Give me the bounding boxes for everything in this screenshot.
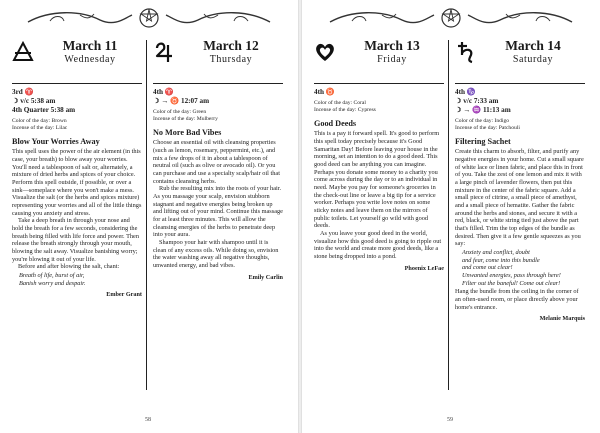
chant-line: and come out clear! [462, 264, 513, 272]
entry-header [455, 38, 585, 82]
column-divider [146, 40, 147, 390]
entry-march-12 [153, 38, 283, 281]
spell-body [314, 130, 444, 260]
chant-line: Unwanted energies, pass through here! [462, 271, 561, 279]
chant [455, 249, 585, 287]
chant-line: and fear, come into this bundle [462, 256, 540, 264]
moon-sign: 4th ♑ [455, 88, 476, 96]
jupiter-symbol-icon [153, 40, 175, 64]
entry-header [153, 38, 283, 82]
moon-sign-change: ☽ → ♉ 12:07 am [153, 97, 210, 105]
author: Phoenix LeFae [404, 264, 444, 272]
incense-of-day: Incense of the day: Mulberry [153, 116, 218, 123]
paragraph: Shampoo your hair with shampoo until it is clean of any excess oils. While doing so, envision the water washing away all negative thoughts, unwanted energy, and bad vibes. [153, 238, 279, 269]
entry-day: Saturday [512, 54, 554, 65]
moon-void-of-course: ☽ v/c 7:33 am [455, 97, 499, 105]
paragraph: Hang the bundle from the ceiling in the corner of an often-used room, or place directly above your home's entrance. [455, 288, 579, 311]
paragraph: As you leave your good deed in the world, visualize how this good deed is going to ripple out into the world and create more good deeds, like a stone being dropped into a pond. [314, 229, 442, 260]
moon-quarter: 4th Quarter 5:38 am [12, 106, 76, 114]
entry-date: March 13 [364, 38, 420, 53]
page-number: 59 [447, 417, 453, 423]
spell-body [455, 148, 585, 248]
entry-day: Friday [377, 54, 407, 65]
spell-title: No More Bad Vibes [153, 128, 222, 138]
moon-sign-change: ☽ → ♒ 11:13 am [455, 106, 511, 114]
paragraph: Choose an essential oil with cleansing properties (such as lemon, rosemary, peppermint, etc.), and mix a few drops of it in about a tablespoon of neutral oil (such as olive or avocado oil). Or you can purchase and use a specialty scalp/hair oil that contains cleansing herbs. [153, 139, 280, 185]
spell-title: Filtering Sachet [455, 137, 511, 147]
divider [12, 83, 142, 84]
incense-of-day: Incense of the day: Cypress [314, 107, 376, 114]
author: Melanie Marquis [539, 315, 585, 323]
spell-title: Blow Your Worries Away [12, 137, 100, 147]
air-triangle-icon [12, 40, 34, 64]
entry-date: March 14 [505, 38, 561, 53]
spell-closing [455, 288, 585, 311]
right-page [302, 0, 600, 433]
entry-date: March 12 [203, 38, 259, 53]
moon-void-of-course: ☽ v/c 5:38 am [12, 97, 56, 105]
incense-of-day: Incense of the day: Lilac [12, 125, 68, 132]
entry-march-14 [455, 38, 585, 322]
color-of-day: Color of the day: Coral [314, 100, 366, 106]
paragraph: This is a pay it forward spell. It's good to perform this spell today precisely because it's Good Samaritan Day! Before leaving your house in the morning, set an intention to do a good deed. This good deed can be anything you can imagine. Perhaps you donate some money to a charity you come across during the day or to an individual in need. Maybe you pay for someone's groceries in the check-out line or leave a big tip for a service worker. Perhaps you write love notes on some sticky notes and leave them on the mirrors of public toilets. Let yourself go wild with good deeds. [314, 130, 440, 230]
entry-march-11 [12, 38, 142, 298]
left-page [0, 0, 298, 433]
entry-day: Wednesday [64, 54, 116, 65]
paragraph: Before and after blowing the salt, chant: [18, 263, 120, 271]
moon-sign: 3rd ♈ [12, 88, 34, 96]
chant [12, 272, 142, 287]
page-number: 58 [145, 417, 151, 423]
chant-line: Banish worry and despair. [19, 279, 86, 287]
column-divider [448, 40, 449, 390]
color-of-day: Color of the day: Green [153, 109, 207, 115]
author: Emily Carlin [248, 273, 283, 281]
ornament-header [322, 6, 580, 32]
spell-title: Good Deeds [314, 119, 357, 129]
chant-line: Breath of life, burst of air, [19, 271, 85, 279]
color-of-day: Color of the day: Indigo [455, 118, 510, 124]
entry-header [314, 38, 444, 82]
paragraph: Rub the resulting mix into the roots of your hair. As you massage your scalp, envision stubborn stagnant and negative energies being broken up and lifting out of your mind. Continue this massage for at least three minutes. This will allow the cleansing energies of the herbs to penetrate deep into your aura. [153, 185, 283, 239]
spell-body [12, 148, 142, 271]
entry-header [12, 38, 142, 82]
divider [455, 83, 585, 84]
heart-icon [314, 40, 336, 64]
moon-sign: 4th ♈ [153, 88, 174, 96]
paragraph: Take a deep breath in through your nose and hold the breath for a few seconds, considering the breath being filled with life force and power. Then release the breath strongly through your mouth, blowing the salt away. Visualize banishing worry; you're blowing it out of your life. [12, 217, 140, 263]
chant-line: Filter out the baneful! Come out clear! [462, 279, 561, 287]
author: Ember Grant [106, 291, 142, 299]
divider [314, 83, 444, 84]
spell-body [153, 139, 283, 269]
chant-line: Anxiety and conflict, doubt [462, 248, 530, 256]
divider [153, 83, 283, 84]
paragraph: This spell uses the power of the air element (in this case, your breath) to blow away your worries. You'll need a tablespoon of salt or, alternately, a mixture of dried herbs and spices of your choice. Perform this spell outside, if possible, or over a sink—someplace where you won't make a mess. Visualize the salt (or the herbs and spices mixture) representing your worries and all of the little things causing you anxiety and stress. [12, 148, 142, 217]
incense-of-day: Incense of the day: Patchouli [455, 125, 520, 132]
ornament-header [20, 6, 278, 32]
moon-sign: 4th ♉ [314, 88, 335, 96]
color-of-day: Color of the day: Brown [12, 118, 67, 124]
saturn-symbol-icon [455, 40, 477, 64]
entry-date: March 11 [62, 38, 118, 53]
entry-march-13 [314, 38, 444, 272]
entry-day: Thursday [209, 54, 253, 65]
paragraph: Create this charm to absorb, filter, and purify any negative energies in your home. Cut a small square of white lace or linen fabric, and place this in front of you. Take the zest of one lemon and mix it with a large pinch of lavender flowers, then put this mixture in the center of the fabric square. Add a small piece of citrine, a small piece of amethyst, and a small piece of hematite. Gather the fabric around the herbs and stones, and secure it with a red, black, or white string tied just above the part that's filled. Trim the top edges of the bundle as desired. Then give it a few gentle squeezes as you say: [455, 148, 584, 248]
